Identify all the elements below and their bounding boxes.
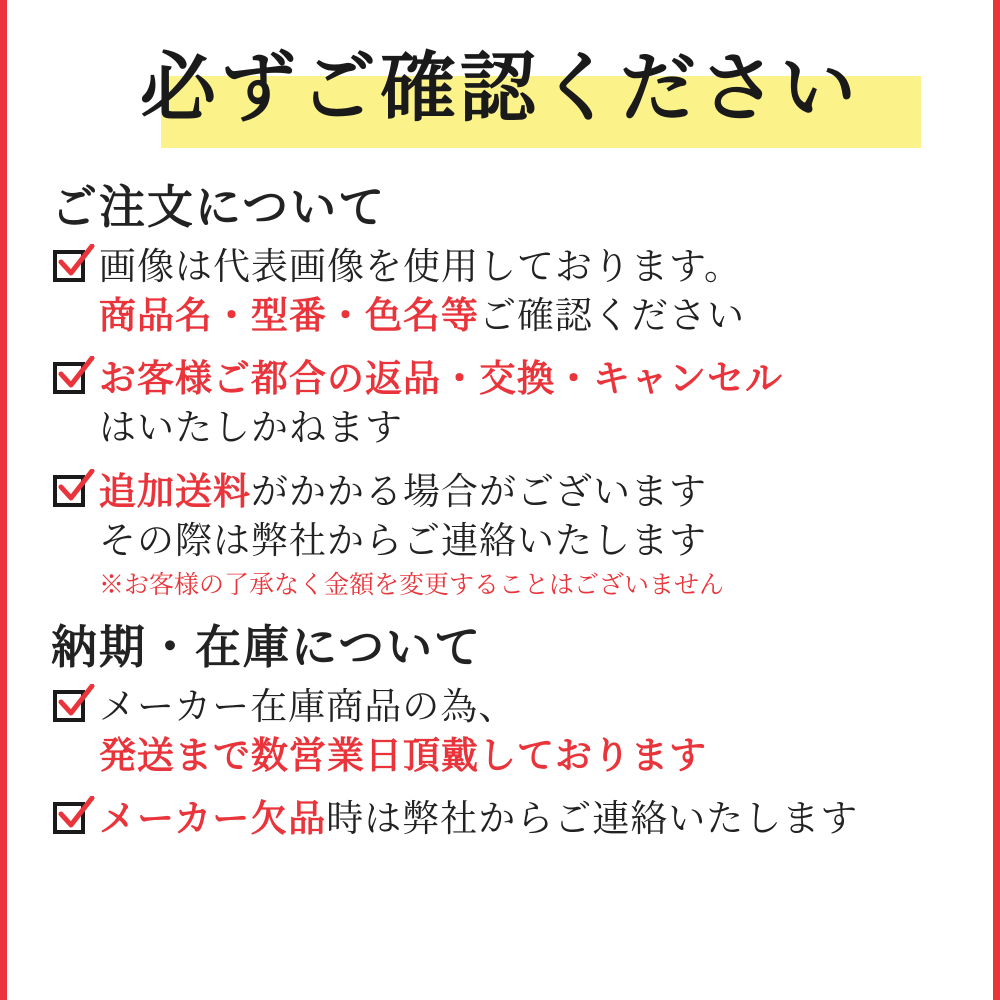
text-segment-red: メーカー欠品: [99, 796, 327, 841]
checkbox-checked-icon: [51, 473, 91, 513]
list-item: [51, 467, 957, 602]
text-line: はいたしかねます: [99, 406, 403, 450]
list-item: [51, 794, 957, 843]
list-item-text: [99, 467, 957, 602]
section-heading-order: ご注文について: [51, 180, 387, 234]
list-item: [51, 354, 957, 452]
text-line-mixed: [99, 794, 957, 843]
checkbox-checked-icon: [51, 248, 91, 288]
text-segment-dark: ご確認ください: [479, 294, 745, 337]
checkbox-checked-icon: [51, 688, 91, 728]
text-line: 発送まで数営業日頂戴しております: [99, 733, 707, 778]
list-item: [51, 242, 957, 340]
text-line: お客様ご都合の返品・交換・キャンセル: [99, 356, 783, 401]
text-line: メーカー在庫商品の為、: [99, 684, 517, 728]
title-block: [43, 22, 957, 172]
checkbox-checked-icon: [51, 360, 91, 400]
text-line: その際は弊社からご連絡いたします: [99, 518, 707, 562]
section-heading-delivery: 納期・在庫について: [51, 620, 483, 675]
list-item-text: [99, 794, 957, 843]
list-item-text: [99, 354, 957, 452]
footnote-line: ※お客様の了承なく金額を変更することはございません: [99, 570, 725, 600]
text-line-mixed: [99, 291, 957, 340]
text-segment-red: 追加送料: [99, 468, 251, 513]
text-segment-red: 商品名・型番・色名等: [99, 293, 479, 337]
text-segment-dark: 時は弊社からご連絡いたします: [326, 797, 859, 841]
text-line-mixed: [99, 467, 957, 516]
list-item: [51, 682, 957, 780]
page-title: 必ずご確認ください: [140, 43, 860, 132]
list-item-text: [99, 682, 957, 780]
list-item-text: [99, 242, 957, 340]
notice-content: [7, 0, 993, 1000]
text-line: 画像は代表画像を使用しております。: [99, 244, 743, 288]
checkbox-checked-icon: [51, 800, 91, 840]
text-segment-dark: がかかる場合がございます: [251, 469, 707, 513]
